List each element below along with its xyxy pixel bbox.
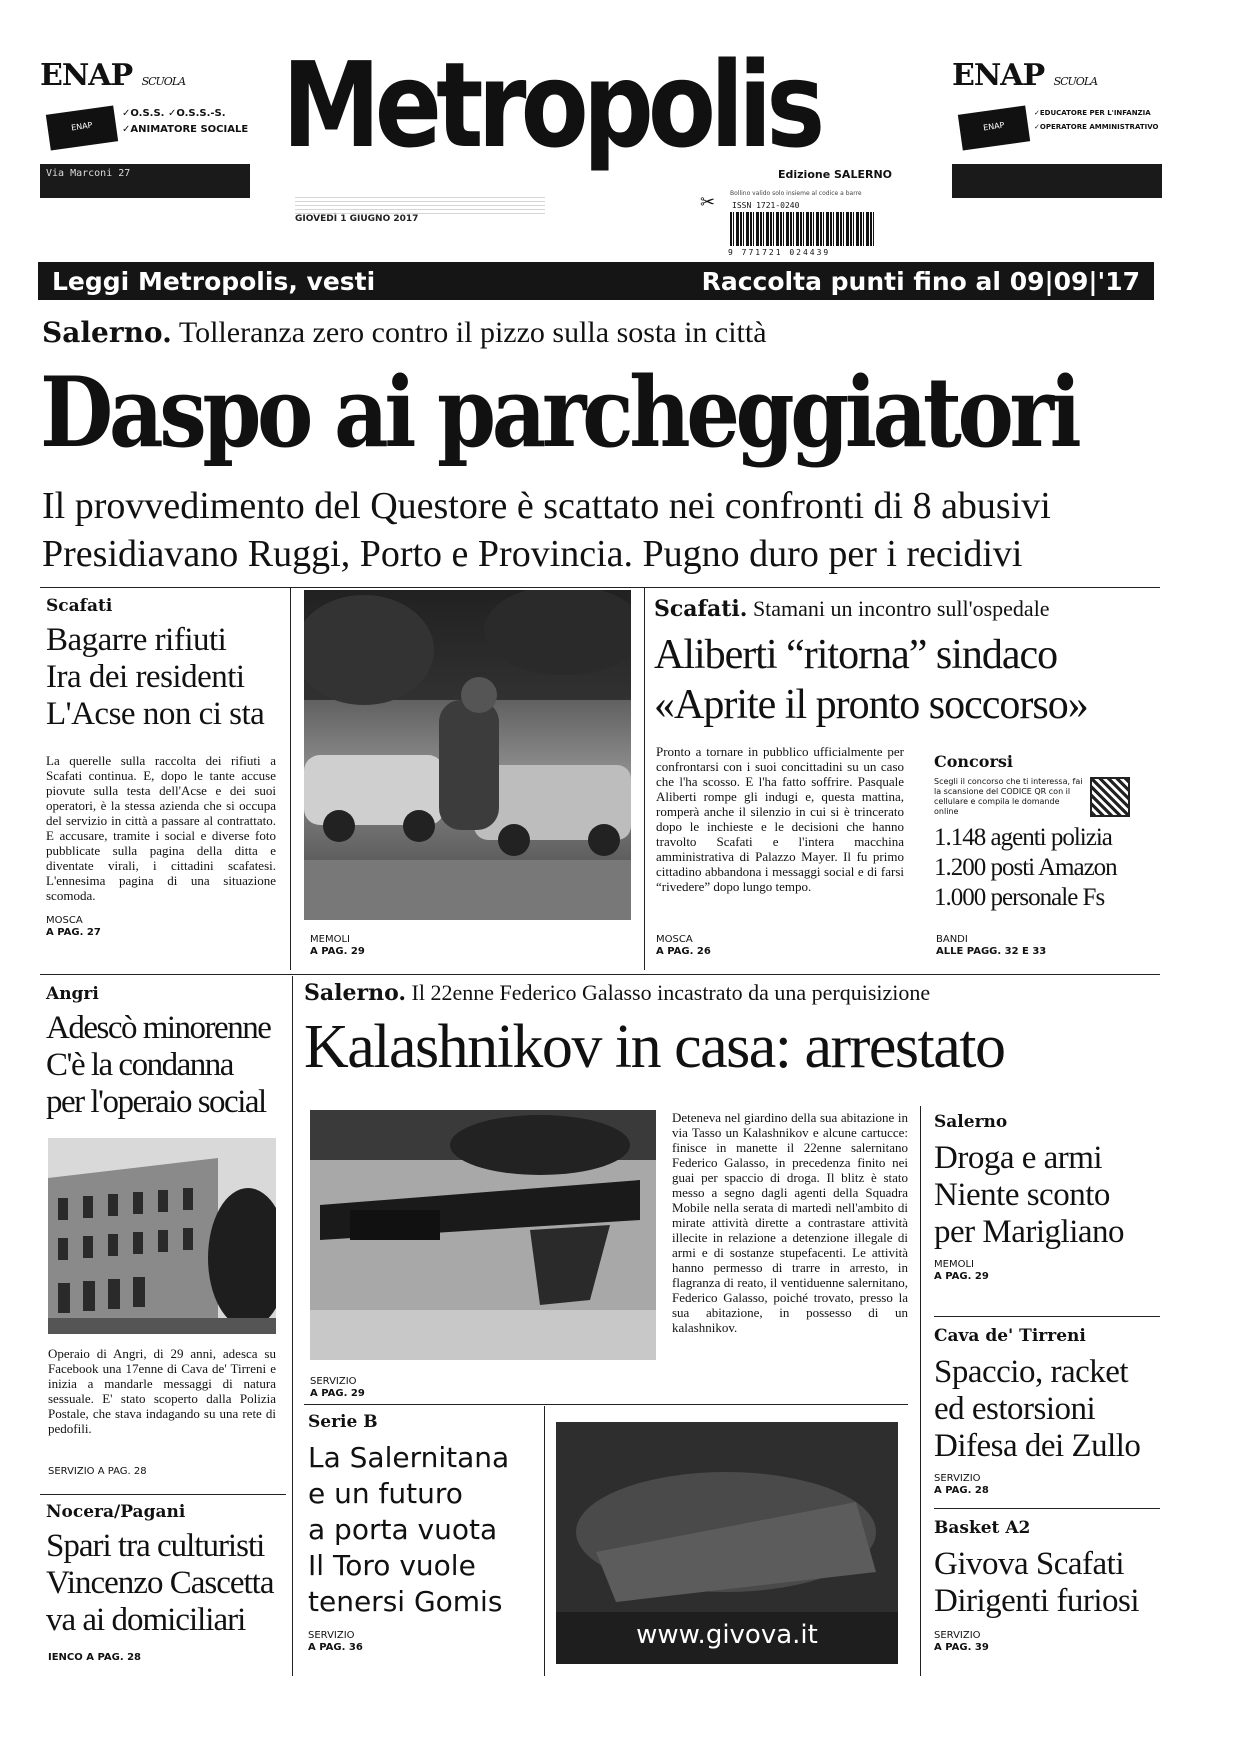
ad-contact-bar	[952, 164, 1162, 198]
article-cava[interactable]	[934, 1326, 1164, 1497]
section-label: Angri	[46, 984, 99, 1004]
article-angri[interactable]	[46, 984, 286, 1121]
concorsi-blurb: Scegli il concorso che ti interessa, fai la scansione del CODICE QR con il cellulare e compila le domande online	[934, 777, 1083, 816]
concorsi-list: 1.148 agenti polizia 1.200 posti Amazon 1.000 personale Fs	[934, 824, 1117, 911]
section-label: Concorsi	[934, 752, 1013, 771]
enap-ad-right[interactable]	[952, 58, 1162, 198]
concorsi-box[interactable]	[934, 752, 1162, 913]
ad-brand: ENAP SCUOLA	[40, 58, 186, 93]
promo-right-text: Raccolta punti fino al 09|09|'17	[701, 266, 1140, 296]
divider	[40, 587, 1160, 588]
coupon-note: Bollino valido solo insieme al codice a barre	[730, 190, 862, 197]
newspaper-title: Metropolis	[282, 36, 820, 174]
angri-body: Operaio di Angri, di 29 anni, adesca su Facebook una 17enne di Cava de' Tirreni e inizia a mandarle messaggi di natura sessuale. E' stato scoperto dalla Polizia Postale, che stava indagando su una rete di pedofili.	[48, 1346, 276, 1436]
issn-label: ISSN 1721-0240	[732, 201, 800, 210]
divider	[920, 1106, 921, 1676]
article-headline: Bagarre rifiuti Ira dei residenti L'Acse non ci sta	[46, 622, 265, 732]
ad-course-list: ✓EDUCATORE PER L'INFANZIA ✓OPERATORE AMMINISTRATIVO	[1034, 109, 1159, 131]
article-serie-b[interactable]	[308, 1412, 548, 1654]
ad-badge: ENAP	[46, 105, 118, 150]
section-label: Nocera/Pagani	[46, 1502, 186, 1522]
article-body: La querelle sulla raccolta dei rifiuti a Scafati continua. E, dopo le tante accuse piovute sulla testa dell'Acse e dei suoi operatori, è la stessa azienda che si occupa del servizio in città a passare al contrattato. E accusare, tramite i social e diverse foto pubblicate sulla pagina della ditta e diventate virali, i cittadini scafatesi. L'ennesima pagina di una situazione scomoda.	[46, 753, 276, 903]
page-reference: BANDI ALLE PAGG. 32 E 33	[936, 934, 1047, 957]
news-photo-kalashnikov[interactable]	[310, 1110, 656, 1360]
masthead-fineprint	[295, 194, 545, 214]
divider	[40, 974, 1160, 975]
divider	[290, 588, 291, 970]
article-headline: Adescò minorenne C'è la condanna per l'operaio social	[46, 1010, 271, 1120]
article-headline: Kalashnikov in casa: arrestato	[304, 1013, 1005, 1081]
promo-left-text: Leggi Metropolis, vesti	[52, 266, 376, 296]
article-kicker: Scafati. Stamani un incontro sull'ospedale	[654, 596, 1050, 622]
barcode	[730, 212, 875, 246]
divider	[292, 976, 293, 1676]
divider	[544, 1406, 545, 1676]
page-reference: SERVIZIO A PAG. 28	[48, 1466, 147, 1477]
section-label: Serie B	[308, 1412, 378, 1432]
article-droga[interactable]	[934, 1112, 1164, 1283]
page-reference: SERVIZIO A PAG. 29	[310, 1376, 365, 1399]
divider	[304, 1404, 908, 1405]
article-headline: La Salernitana e un futuro a porta vuota Il Toro vuole tenersi Gomis	[308, 1441, 510, 1618]
section-label: Scafati	[46, 596, 113, 616]
page-reference: MEMOLI A PAG. 29	[934, 1259, 989, 1282]
article-scafati-rifiuti[interactable]	[46, 596, 276, 939]
divider	[644, 588, 645, 970]
top-story-subhead: Il provvedimento del Questore è scattato nei confronti di 8 abusivi Presidiavano Ruggi, Porto e Provincia. Pugno duro per i recidivi	[42, 485, 1051, 575]
ad-course-list: ✓O.S.S. ✓O.S.S.-S. ✓ANIMATORE SOCIALE	[122, 108, 249, 135]
photo-reference: MEMOLI A PAG. 29	[310, 934, 365, 957]
givova-ad[interactable]	[556, 1422, 898, 1664]
article-headline: Aliberti “ritorna” sindaco «Aprite il pronto soccorso»	[654, 632, 1088, 728]
kalashnikov-body: Deteneva nel giardino della sua abitazione in via Tasso un Kalashnikov e alcune cartucce: finisce in manette il 22enne salernitano Federico Galasso, in precedenza finito nei guai per spaccio di droga. Il blitz è stato messo a segno dagli agenti della Squadra Mobile nella serata di martedì nell'ambito di mirate attività dirette a contrastare attività illecite in relazione a detenzione illegale di armi e di sostanze stupefacenti. Le attività hanno permesso di trarre in arresto, in flagranza di reato, il ventiduenne salernitano, Federico Galasso, poiché trovato, presso la sua abitazione, in possesso di un kalashnikov.	[672, 1110, 908, 1335]
article-headline: Spari tra culturisti Vincenzo Cascetta va ai domiciliari	[46, 1528, 274, 1638]
photo-shapes	[48, 1138, 276, 1334]
page-reference: SERVIZIO A PAG. 28	[934, 1473, 989, 1496]
divider	[934, 1508, 1160, 1509]
article-headline: Droga e armi Niente sconto per Marigliano	[934, 1140, 1125, 1250]
ad-contact-bar: Via Marconi 27	[40, 164, 250, 198]
article-headline: Givova Scafati Dirigenti furiosi	[934, 1546, 1140, 1619]
article-kalashnikov[interactable]	[304, 980, 1164, 1082]
top-story-kicker: Salerno. Tolleranza zero contro il pizzo sulla sosta in città	[42, 316, 767, 349]
article-basket[interactable]	[934, 1518, 1164, 1654]
top-story-headline[interactable]: Daspo ai parcheggiatori	[40, 356, 1078, 469]
page-reference: IENCO A PAG. 28	[48, 1652, 142, 1663]
aliberti-body: Pronto a tornare in pubblico ufficialmente per confrontarsi con i suoi concittadini su un caso che l'ha scosso. E l'ha fatto soffrire. Pasquale Aliberti rompe gli indugi e, questa mattina, romperà anche il silenzio in cui si è trincerato dopo le inchieste e le decisioni che hanno travolto Scafati e l'intera macchina amministrativa di Palazzo Mayer. Il fu primo cittadino abbandona i messaggi social e di farsi “rivedere” dopo lungo tempo.	[656, 744, 904, 894]
article-kicker: Salerno. Il 22enne Federico Galasso incastrato da una perquisizione	[304, 980, 931, 1006]
divider	[934, 1316, 1160, 1317]
page-reference: SERVIZIO A PAG. 36	[308, 1630, 363, 1653]
scissors-icon: ✂	[700, 192, 716, 212]
ad-badge: ENAP	[958, 105, 1030, 150]
page-reference: MOSCA A PAG. 26	[656, 934, 711, 957]
masthead-meta	[295, 194, 545, 224]
news-photo-building[interactable]	[48, 1138, 276, 1334]
photo-shapes	[310, 1110, 656, 1360]
ad-brand: ENAP SCUOLA	[952, 58, 1098, 93]
section-label: Cava de' Tirreni	[934, 1326, 1086, 1346]
page-reference: MOSCA A PAG. 27	[46, 915, 101, 938]
qr-code-icon[interactable]	[1090, 777, 1130, 817]
page-reference: SERVIZIO A PAG. 39	[934, 1630, 989, 1653]
edition-label: Edizione SALERNO	[778, 168, 892, 181]
section-label: Basket A2	[934, 1518, 1031, 1538]
news-photo-parking[interactable]	[304, 590, 631, 920]
divider	[40, 1494, 286, 1495]
article-aliberti[interactable]	[654, 596, 1164, 730]
barcode-number: 9 771721 024439	[728, 248, 831, 257]
article-nocera[interactable]	[46, 1502, 296, 1639]
enap-ad-left[interactable]	[40, 58, 250, 198]
photo-shapes	[304, 590, 631, 920]
issue-date: GIOVEDÌ 1 GIUGNO 2017	[295, 214, 419, 224]
section-label: Salerno	[934, 1112, 1008, 1132]
ad-url: www.givova.it	[636, 1620, 818, 1650]
promo-banner[interactable]	[38, 262, 1154, 300]
article-headline: Spaccio, racket ed estorsioni Difesa dei Zullo	[934, 1354, 1141, 1464]
